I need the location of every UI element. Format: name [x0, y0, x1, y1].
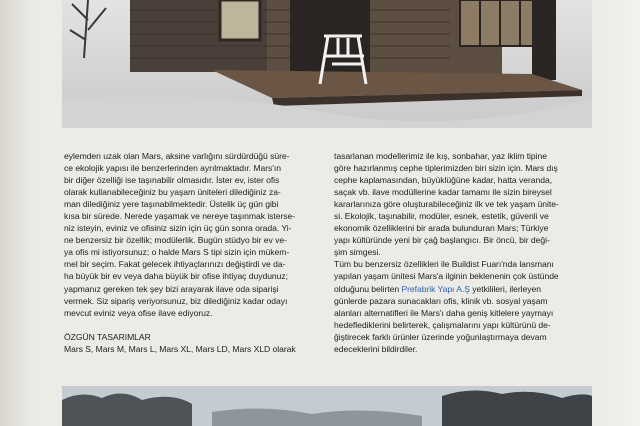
highlight-line: olduğunu belirten Prefabrik Yapı A.Ş yetkilileri, ilerleyen: [334, 283, 541, 294]
paragraph: Mars S, Mars M, Mars L, Mars XL, Mars LD, Mars XLD olarak: [64, 343, 296, 354]
company-name-highlight: Prefabrik Yapı A.Ş: [401, 283, 470, 294]
page-spine-shadow: [0, 0, 40, 426]
section-heading: ÖZGÜN TASARIMLAR: [64, 331, 151, 342]
paragraph: tasarlanan modellerimiz ile kış, sonbahar, yaz iklim tipine göre hazırlanmış cephe tiplerimizden biri sizin için. Mars dış cephe kaplamasından, büyüklüğüne kadar, hatta veranda, saçak vb. ilave modüllerine kadar tamamı ile sizin bireysel kararlarınıza göre oluşturabileceğiniz ilk ve tek yaşam ünite- si. Ekolojik, taşınabilir, modüler, esnek, estetik, güvenli ve ekonomik özelliklerini bir arada bulunduran Mars; Türkiye yapı kültüründe yeni bir çağ başlangıcı. Bir öncü, bir deği- şim simgesi.: [334, 151, 559, 258]
article-column-right: [334, 150, 592, 355]
page-edge: [600, 0, 640, 426]
article-column-left: [64, 150, 322, 355]
cabin-photo: [62, 0, 592, 128]
paragraph-gap: [64, 319, 322, 331]
paragraph: eylemden uzak olan Mars, aksine varlığını sürdürdüğü süre- ce ekolojik yapısı ile benzerlerinden ayrılmaktadır. Mars'ın bir diğer özelliği ise taşınabilir olmasıdır. İster ev, ister ofis olarak kullanabileceğiniz bu yaşam üniteleri dilediğiniz za- man dilediğiniz yere taşınabilmektedir. Üstelik üç gün gibi kısa bir sürede. Nerede yaşamak ve nereye taşınmak isterse- niz isteyin, eviniz ve ofisiniz sizin için üç gün sonra orada. Yi- ne benzersiz bir özellik; modülerlik. Bugün stüdyo bir ev ve- ya ofis mi istiyorsunuz; o halde Mars S tipi sizin için mükem- mel bir seçim. Fakat gelecek ihtiyaçlarınızı değiştirdi ve da- ha büyük bir ev veya daha büyük bir ofise ihtiyaç duydunuz; yapmanız gereken tek şey bizi arayarak ilave oda siparişi vermek. Siz sipariş veriyorsunuz, biz dilediğiniz kadar odayı mevcut eviniz veya ofise ilave ediyoruz.: [64, 151, 296, 318]
landscape-photo: [62, 386, 592, 426]
paragraph: Tüm bu benzersiz özellikleri ile Buildist Fuarı'nda lansmanı yapılan yaşam ünitesi Mars'a ilginin beklenenin çok üstünde olduğunu belirten Prefabrik Yapı A.Ş yetkilileri, ilerleyen günlerde pazara sunacakları ofis, klinik vb. sosyal yaşam alanları alternatifleri ile Mars'ı daha geniş kitlelere yaymayı hedeflediklerini belirterek, çalışmalarını yapı kültürünü de- ğiştirecek farklı ürünler üzerinde yoğunlaştırmaya devam edeceklerini bildirdiler.: [334, 258, 592, 354]
